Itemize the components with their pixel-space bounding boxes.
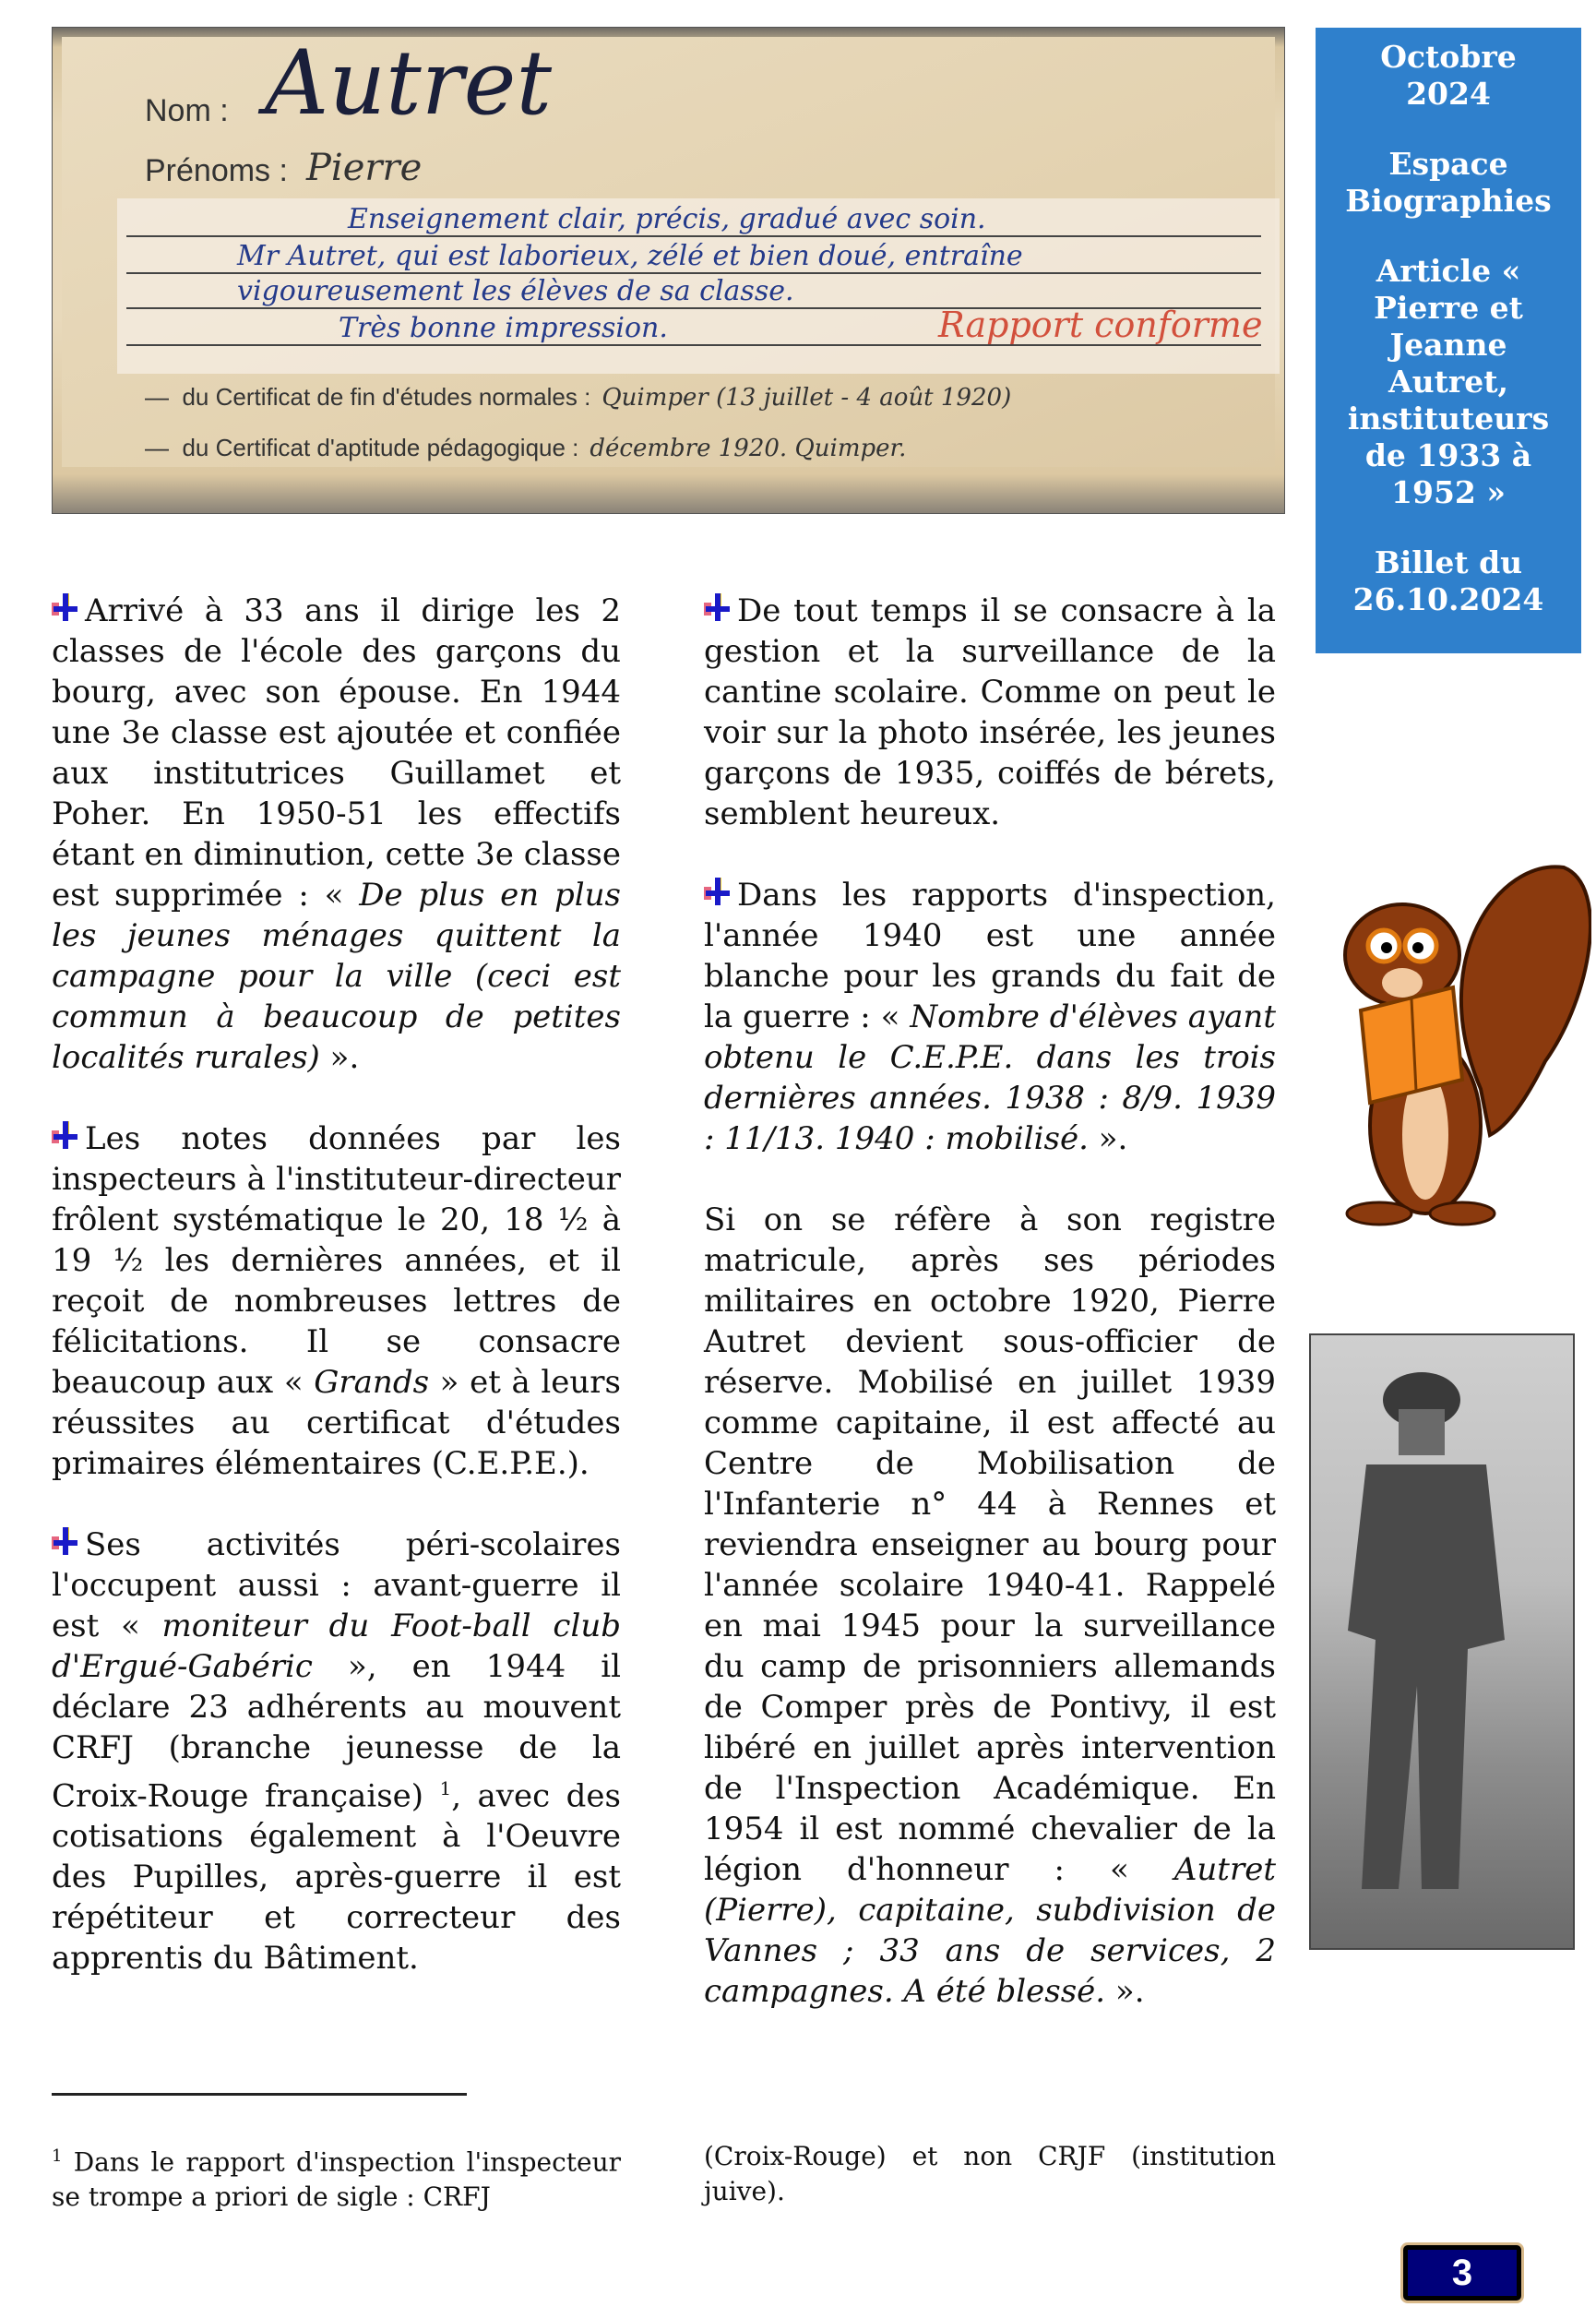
sidebar-article: Article « Pierre et Jeanne Autret, instituteurs de 1933 à 1952 »	[1347, 253, 1550, 510]
bullet-cross-icon	[704, 878, 732, 907]
footnote-right: (Croix-Rouge) et non CRJF (institution juive).	[704, 2141, 1276, 2206]
squirrel-reading-illustration	[1315, 849, 1591, 1237]
nom-label: Nom :	[145, 93, 229, 128]
cert1-label: — du Certificat de fin d'études normales :	[145, 383, 591, 411]
sidebar-date: Octobre 2024	[1380, 39, 1517, 112]
soldier-silhouette	[1311, 1335, 1573, 1948]
paragraph: Les notes données par les inspecteurs à l'instituteur-directeur frôlent systématique le 20, 18 ½ à 19 ½ les dernières années, et il reçoit de nombreuses lettres de félicitations. Il se consacre beaucoup aux « Grands » et à leurs réussites au certificat d'études primaires élémentaires (C.E.P.E.).	[52, 1120, 621, 1482]
footnote-ref[interactable]: 1	[439, 1777, 452, 1799]
sidebar-billet: Billet du 26.10.2024	[1352, 544, 1544, 617]
cert2-row	[145, 434, 906, 462]
bullet-cross-icon	[52, 593, 79, 623]
cert2-label: — du Certificat d'aptitude pédagogique :	[145, 434, 579, 461]
bullet-cross-icon	[52, 1527, 79, 1557]
right-column	[704, 591, 1276, 2052]
prenoms-label: Prénoms :	[145, 153, 288, 188]
paragraph: Ses activités péri-scolaires l'occupent aussi : avant-guerre il est « moniteur du Foot-ball club d'Ergué-Gabéric », en 1944 il déclare 23 adhérents au mouvent CRFJ (branche jeunesse de la Croix-Rouge française) $^1$, avec des cotisations également à l'Oeuvre des Pupilles, après-guerre il est répétiteur et correcteur des apprentis du Bâtiment.	[52, 1526, 621, 1978]
prenoms-value: Pierre	[306, 147, 423, 189]
nom-value: Autret	[265, 31, 553, 135]
cert1-value: Quimper (13 juillet - 4 août 1920)	[601, 384, 1012, 412]
cert2-value: décembre 1920. Quimper.	[590, 435, 907, 462]
handwritten-line: vigoureusement les élèves de sa classe.	[237, 275, 794, 307]
paragraph: De tout temps il se consacre à la gestion et la surveillance de la cantine scolaire. Comme on peut le voir sur la photo insérée, les jeunes garçons de 1935, coiffés de bérets, semblent heureux.	[704, 592, 1276, 832]
paragraph: Arrivé à 33 ans il dirige les 2 classes de l'école des garçons du bourg, avec son épouse. En 1944 une 3e classe est ajoutée et confiée aux institutrices Guillamet et Poher. En 1950-51 les effectifs étant en diminution, cette 3e classe est supprimée : « De plus en plus les jeunes ménages quittent la campagne pour la ville (ceci est commun à beaucoup de petites localités rurales) ».	[52, 592, 621, 1076]
handwritten-line: Mr Autret, qui est laborieux, zélé et bien doué, entraîne	[237, 240, 1023, 272]
paragraph: Dans les rapports d'inspection, l'année 1940 est une année blanche pour les grands du fait de la guerre : « Nombre d'élèves ayant obtenu le C.E.P.E. dans les trois dernières années. 1938 : 8/9. 1939 : 11/13. 1940 : mobilisé. ».	[704, 877, 1276, 1157]
bullet-cross-icon	[52, 1121, 79, 1151]
page-number-badge	[1400, 2242, 1524, 2303]
left-column	[52, 591, 621, 2019]
red-note: Rapport conforme	[938, 305, 1263, 345]
footnote-left: $^1$ Dans le rapport d'inspection l'inspecteur se trompe a priori de sigle : CRFJ	[52, 2146, 621, 2213]
paragraph: Si on se réfère à son registre matricule, après ses périodes militaires en octobre 1920, Pierre Autret devient sous-officier de réserve. Mobilisé en juillet 1939 comme capitaine, il est affecté au Centre de Mobilisation de l'Infanterie n° 44 à Rennes et reviendra enseigner au bourg pour l'année scolaire 1940-41. Rappelé en mai 1945 pour la surveillance du camp de prisonniers allemands de Comper près de Pontivy, il est libéré en juillet après intervention de l'Inspection Académique. En 1954 il est nommé chevalier de la légion d'honneur : « Autret (Pierre), capitaine, subdivision de Vannes ; 33 ans de services, 2 campagnes. A été blessé. ».	[704, 1201, 1276, 2010]
page-number: 3	[1408, 2250, 1517, 2296]
sidebar-info-box	[1316, 28, 1581, 653]
sidebar-section: Espace Biographies	[1345, 146, 1552, 219]
cert1-row	[145, 383, 1011, 412]
footnote-divider	[52, 2093, 467, 2096]
archive-card-photo	[52, 27, 1285, 514]
handwritten-line: Très bonne impression.	[339, 312, 668, 344]
soldier-photo	[1309, 1333, 1575, 1950]
handwritten-line: Enseignement clair, précis, gradué avec soin.	[348, 203, 986, 235]
bullet-cross-icon	[704, 593, 732, 623]
